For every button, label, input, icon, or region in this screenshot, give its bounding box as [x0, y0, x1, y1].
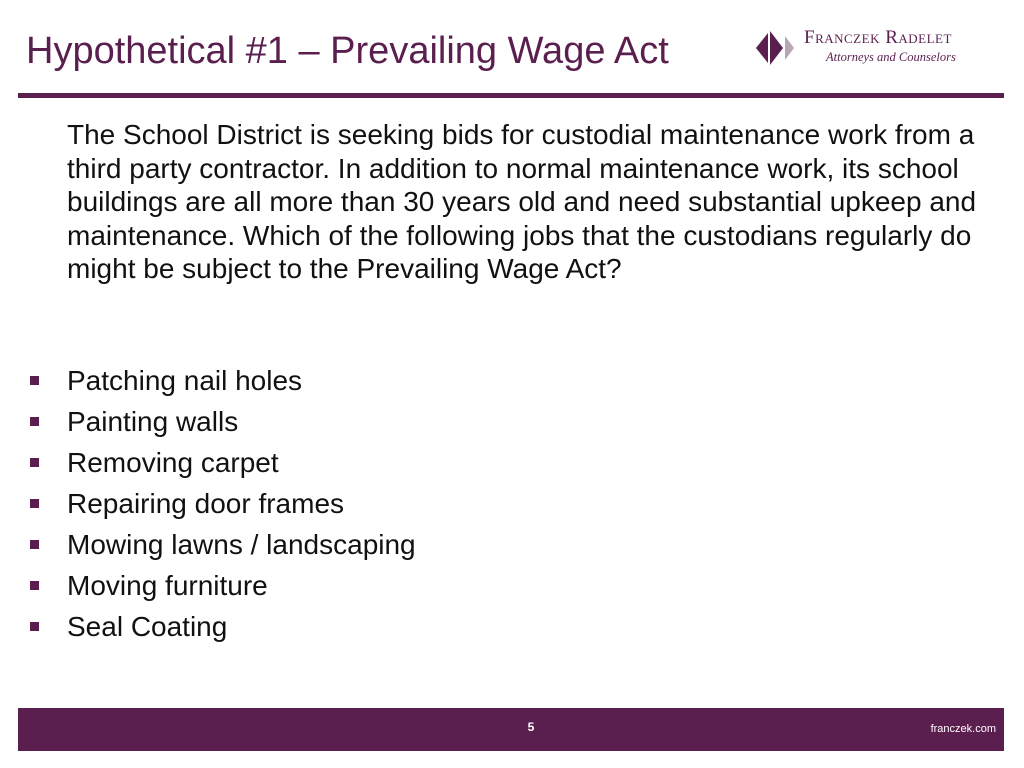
square-bullet-icon	[30, 540, 39, 549]
list-item	[30, 606, 416, 647]
job-options-list	[30, 360, 416, 647]
square-bullet-icon	[30, 458, 39, 467]
page-number: 5	[527, 720, 535, 734]
list-item	[30, 360, 416, 401]
list-item	[30, 401, 416, 442]
list-item-text: Repairing door frames	[67, 488, 345, 519]
list-item	[30, 483, 416, 524]
square-bullet-icon	[30, 581, 39, 590]
square-bullet-icon	[30, 376, 39, 385]
franczek-radelet-logo	[752, 26, 1002, 70]
list-item	[30, 442, 416, 483]
list-item-text: Moving furniture	[67, 570, 268, 601]
hypothetical-question-text: The School District is seeking bids for custodial maintenance work from a third party contractor. In addition to normal maintenance work, its school buildings are all more than 30 years old and need substantial upkeep and maintenance. Which of the following jobs that the custodians regularly do might be subject to the Prevailing Wage Act?	[67, 119, 977, 284]
square-bullet-icon	[30, 417, 39, 426]
list-item-text: Removing carpet	[67, 447, 279, 478]
list-item	[30, 524, 416, 565]
list-item-text: Mowing lawns / landscaping	[67, 529, 416, 560]
square-bullet-icon	[30, 499, 39, 508]
logo-name: Franczek Radelet	[804, 27, 952, 48]
logo-mark-icon	[752, 26, 796, 70]
list-item-text: Seal Coating	[67, 611, 228, 642]
list-item-text: Painting walls	[67, 406, 239, 437]
list-item-text: Patching nail holes	[67, 365, 303, 396]
square-bullet-icon	[30, 622, 39, 631]
footer-bar	[18, 708, 1004, 751]
slide-title: Hypothetical #1 – Prevailing Wage Act	[26, 30, 669, 72]
list-item	[30, 565, 416, 606]
logo-tagline: Attorneys and Counselors	[826, 50, 956, 64]
footer-url: franczek.com	[930, 723, 996, 735]
title-divider	[18, 93, 1004, 98]
